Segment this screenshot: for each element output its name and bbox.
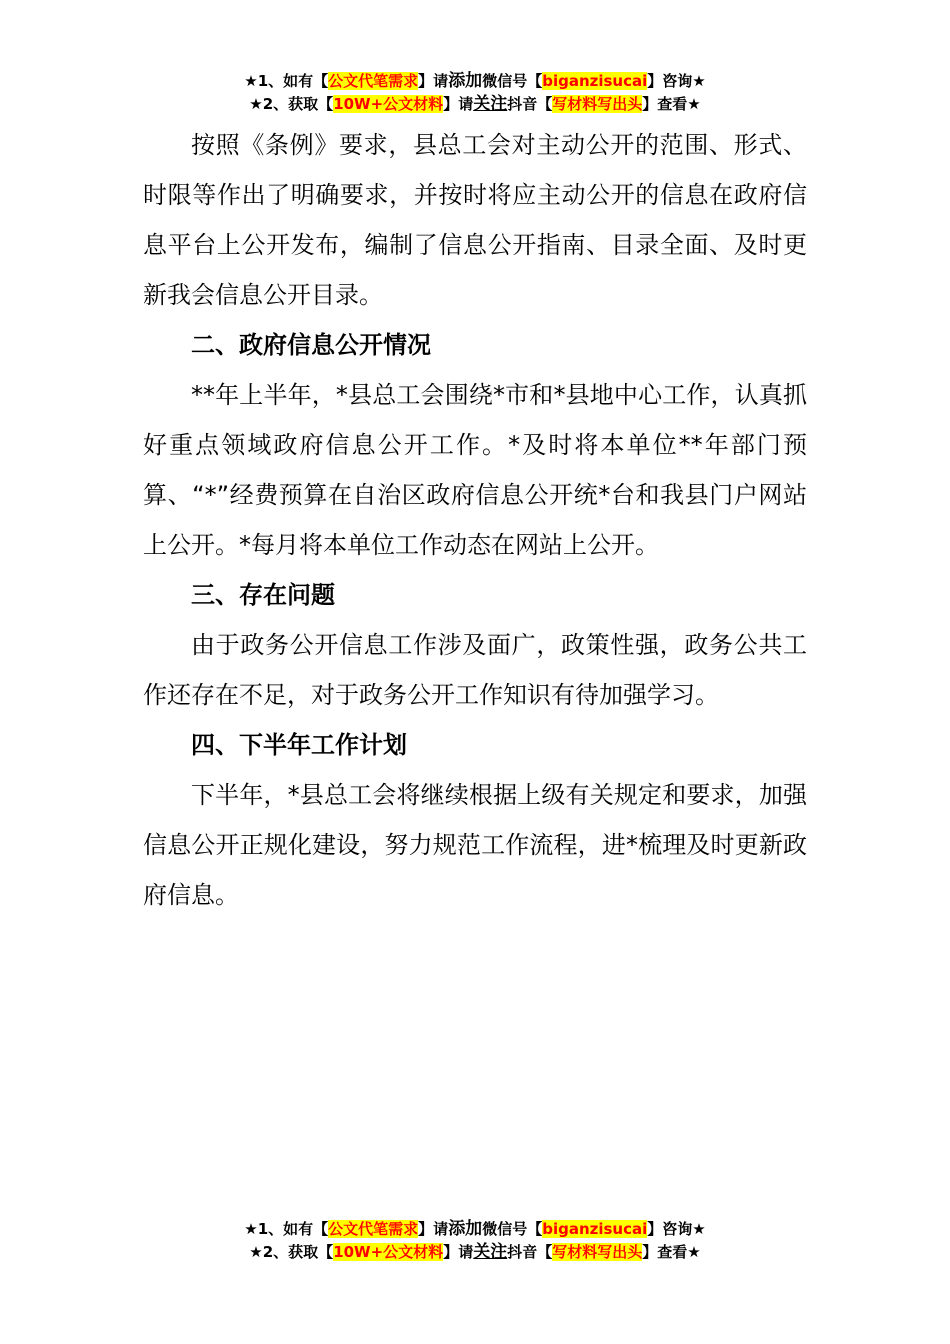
footer-banner — [0, 1218, 950, 1264]
banner-emphasis: 添加 — [448, 1219, 483, 1239]
banner-text: 】查看★ — [642, 1243, 701, 1261]
banner-emphasis: 关注 — [473, 1242, 508, 1262]
banner-highlight: 10W+公文材料 — [333, 1243, 444, 1261]
banner-highlight: 10W+公文材料 — [333, 95, 444, 113]
paragraph: 下半年，*县总工会将继续根据上级有关规定和要求，加强信息公开正规化建设，努力规范工作流程，进*梳理及时更新政府信息。 — [143, 781, 807, 909]
banner-emphasis: 添加 — [448, 71, 483, 91]
banner-line-1 — [0, 1218, 950, 1241]
banner-text: ★2、获取【 — [249, 1243, 334, 1261]
banner-text: 】请 — [418, 72, 449, 90]
banner-text: 微信号【 — [482, 1220, 543, 1238]
banner-highlight: 写材料写出头 — [552, 1243, 643, 1261]
section-heading: 三、存在问题 — [191, 581, 335, 609]
banner-highlight: biganzisucai — [542, 1220, 648, 1238]
banner-highlight: 公文代笔需求 — [328, 72, 419, 90]
banner-text: 抖音【 — [507, 1243, 553, 1261]
banner-line-2 — [0, 93, 950, 116]
banner-text: ★1、如有【 — [244, 1220, 329, 1238]
banner-line-1 — [0, 70, 950, 93]
banner-text: 】咨询★ — [647, 72, 706, 90]
banner-text: ★1、如有【 — [244, 72, 329, 90]
banner-highlight: 写材料写出头 — [552, 95, 643, 113]
banner-highlight: 公文代笔需求 — [328, 1220, 419, 1238]
section-heading: 二、政府信息公开情况 — [191, 331, 431, 359]
section-heading: 四、下半年工作计划 — [191, 731, 407, 759]
banner-emphasis: 关注 — [473, 94, 508, 114]
paragraph: 按照《条例》要求，县总工会对主动公开的范围、形式、时限等作出了明确要求，并按时将应主动公开的信息在政府信息平台上公开发布，编制了信息公开指南、目录全面、及时更新我会信息公开目录。 — [143, 131, 807, 309]
banner-text: ★2、获取【 — [249, 95, 334, 113]
document-body — [143, 120, 807, 920]
header-banner — [0, 70, 950, 116]
banner-text: 】查看★ — [642, 95, 701, 113]
banner-text: 抖音【 — [507, 95, 553, 113]
banner-text: 】请 — [418, 1220, 449, 1238]
banner-line-2 — [0, 1241, 950, 1264]
banner-text: 】请 — [443, 95, 474, 113]
banner-text: 】咨询★ — [647, 1220, 706, 1238]
banner-text: 微信号【 — [482, 72, 543, 90]
paragraph: **年上半年，*县总工会围绕*市和*县地中心工作，认真抓好重点领域政府信息公开工作。*及时将本单位**年部门预算、“*”经费预算在自治区政府信息公开统*台和我县门户网站上公开。*每月将本单位工作动态在网站上公开。 — [143, 381, 807, 559]
banner-text: 】请 — [443, 1243, 474, 1261]
banner-highlight: biganzisucai — [542, 72, 648, 90]
paragraph: 由于政务公开信息工作涉及面广，政策性强，政务公共工作还存在不足，对于政务公开工作知识有待加强学习。 — [143, 631, 807, 709]
